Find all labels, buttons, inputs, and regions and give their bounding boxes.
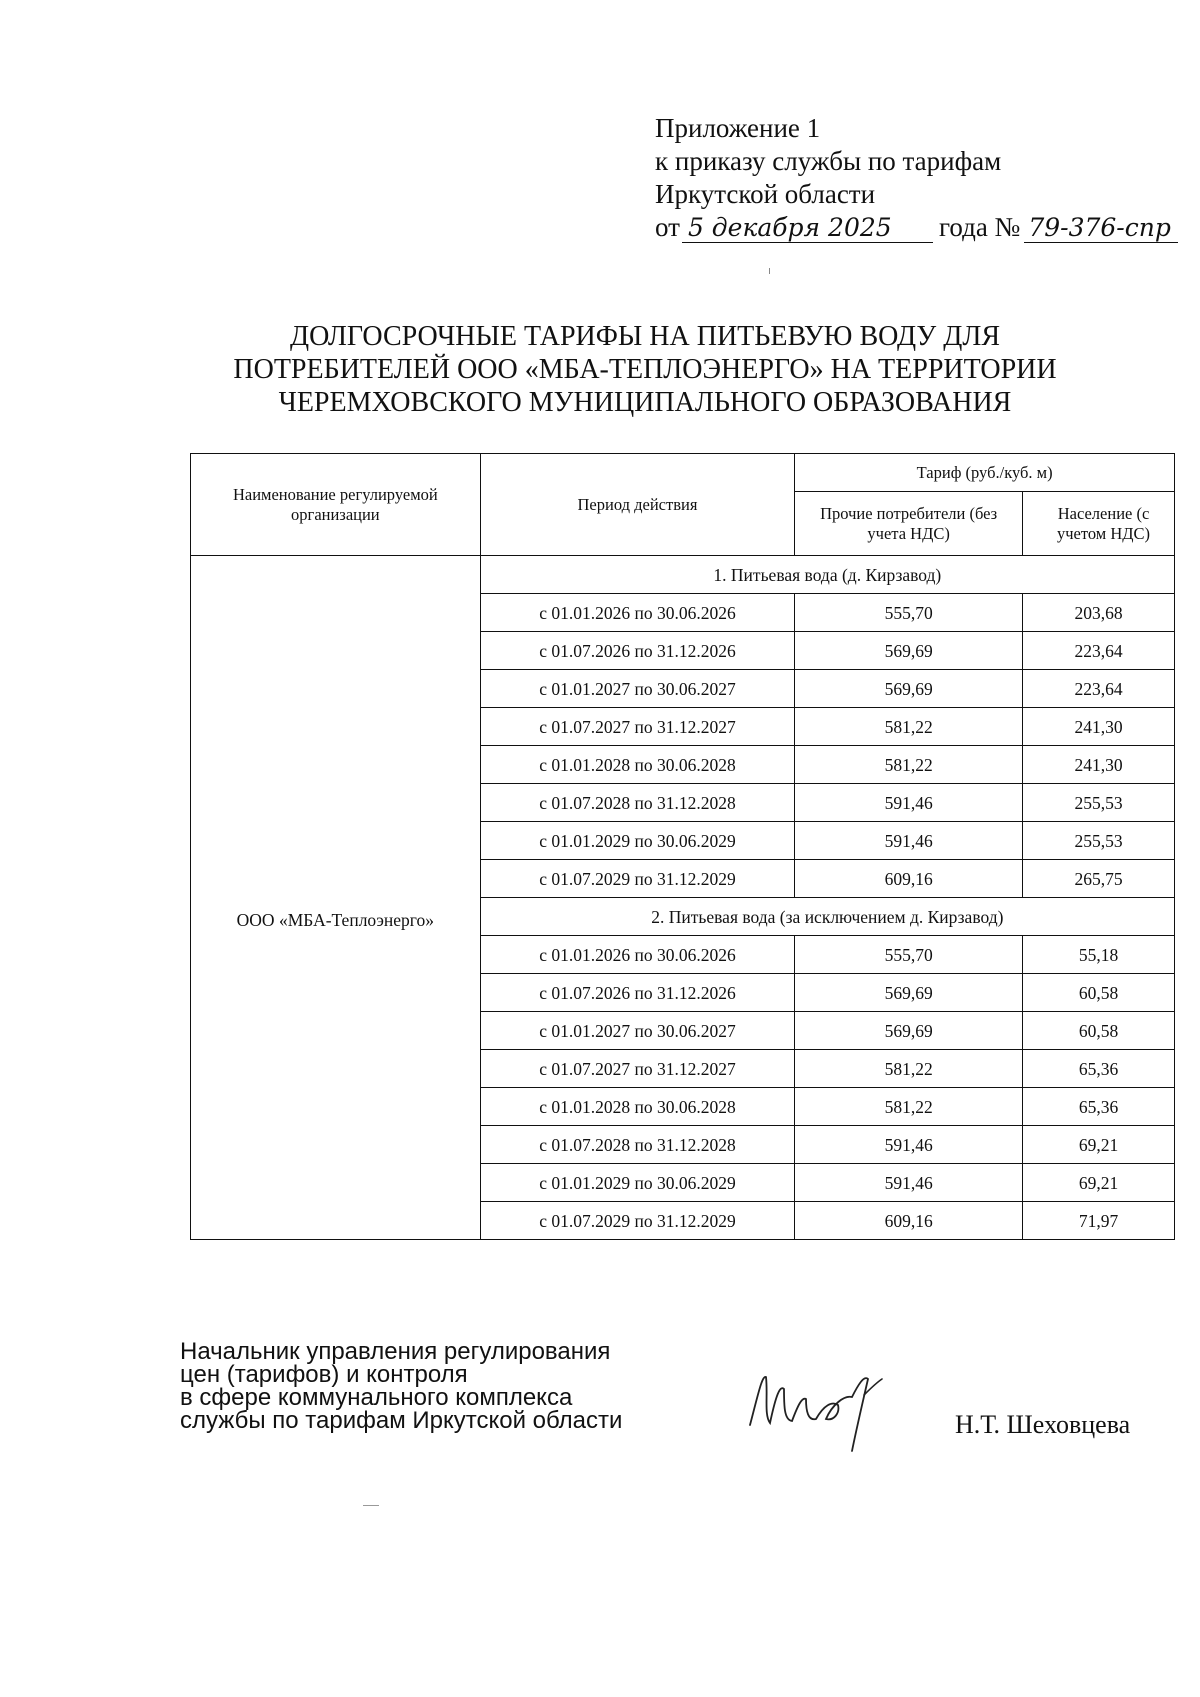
period-cell: с 01.01.2027 по 30.06.2027 (480, 670, 795, 708)
other-consumers-tariff-cell: 591,46 (795, 784, 1023, 822)
population-tariff-cell: 255,53 (1023, 822, 1175, 860)
period-cell: с 01.01.2027 по 30.06.2027 (480, 1012, 795, 1050)
period-cell: с 01.07.2029 по 31.12.2029 (480, 860, 795, 898)
header-period: Период действия (480, 454, 795, 556)
appendix-block (655, 112, 1178, 244)
period-cell: с 01.01.2028 по 30.06.2028 (480, 746, 795, 784)
other-consumers-tariff-cell: 591,46 (795, 822, 1023, 860)
footer-line-1: Начальник управления регулирования (180, 1338, 611, 1365)
appendix-order-line (655, 211, 1178, 244)
footer-line-2: цен (тарифов) и контроля (180, 1361, 468, 1388)
period-cell: с 01.07.2029 по 31.12.2029 (480, 1202, 795, 1240)
other-consumers-tariff-cell: 609,16 (795, 860, 1023, 898)
population-tariff-cell: 203,68 (1023, 594, 1175, 632)
footer-line-3: в сфере коммунального комплекса (180, 1384, 573, 1411)
period-cell: с 01.07.2028 по 31.12.2028 (480, 1126, 795, 1164)
other-consumers-tariff-cell: 581,22 (795, 746, 1023, 784)
organization-name: ООО «МБА-Теплоэнерго» (191, 556, 481, 1240)
signature-block (180, 1340, 622, 1432)
appendix-line-1: Приложение 1 (655, 113, 821, 143)
title-line-1: ДОЛГОСРОЧНЫЕ ТАРИФЫ НА ПИТЬЕВУЮ ВОДУ ДЛЯ (290, 321, 1000, 352)
handwritten-order-number: 79-376-спр (1024, 214, 1178, 243)
title-line-3: ЧЕРЕМХОВСКОГО МУНИЦИПАЛЬНОГО ОБРАЗОВАНИЯ (278, 387, 1012, 418)
scan-mark (769, 268, 770, 274)
scan-mark (363, 1505, 379, 1506)
period-cell: с 01.07.2028 по 31.12.2028 (480, 784, 795, 822)
other-consumers-tariff-cell: 569,69 (795, 1012, 1023, 1050)
appendix-line-3: Иркутской области (655, 179, 876, 209)
header-tariff: Тариф (руб./куб. м) (795, 454, 1175, 492)
other-consumers-tariff-cell: 569,69 (795, 670, 1023, 708)
other-consumers-tariff-cell: 591,46 (795, 1126, 1023, 1164)
tariff-table (190, 453, 1175, 1240)
period-cell: с 01.01.2028 по 30.06.2028 (480, 1088, 795, 1126)
header-row-1 (191, 454, 1175, 492)
population-tariff-cell: 241,30 (1023, 746, 1175, 784)
period-cell: с 01.07.2027 по 31.12.2027 (480, 1050, 795, 1088)
period-cell: с 01.01.2029 по 30.06.2029 (480, 1164, 795, 1202)
population-tariff-cell: 55,18 (1023, 936, 1175, 974)
population-tariff-cell: 60,58 (1023, 974, 1175, 1012)
other-consumers-tariff-cell: 555,70 (795, 936, 1023, 974)
other-consumers-tariff-cell: 555,70 (795, 594, 1023, 632)
document-title (180, 320, 1110, 419)
section-title: 1. Питьевая вода (д. Кирзавод) (480, 556, 1174, 594)
population-tariff-cell: 223,64 (1023, 670, 1175, 708)
header-other-consumers: Прочие потребители (без учета НДС) (795, 492, 1023, 556)
handwritten-signature (740, 1365, 940, 1455)
period-cell: с 01.01.2026 по 30.06.2026 (480, 594, 795, 632)
handwritten-date: 5 декабря 2025 (682, 214, 933, 243)
population-tariff-cell: 65,36 (1023, 1088, 1175, 1126)
header-population: Население (с учетом НДС) (1023, 492, 1175, 556)
period-cell: с 01.01.2026 по 30.06.2026 (480, 936, 795, 974)
other-consumers-tariff-cell: 569,69 (795, 632, 1023, 670)
section-title: 2. Питьевая вода (за исключением д. Кирзавод) (480, 898, 1174, 936)
population-tariff-cell: 265,75 (1023, 860, 1175, 898)
section-row (191, 556, 1175, 594)
other-consumers-tariff-cell: 569,69 (795, 974, 1023, 1012)
other-consumers-tariff-cell: 581,22 (795, 708, 1023, 746)
signer-name: Н.Т. Шеховцева (955, 1410, 1131, 1439)
header-organization: Наименование регулируемой организации (191, 454, 481, 556)
period-cell: с 01.07.2027 по 31.12.2027 (480, 708, 795, 746)
footer-line-4: службы по тарифам Иркутской области (180, 1407, 623, 1434)
population-tariff-cell: 255,53 (1023, 784, 1175, 822)
population-tariff-cell: 60,58 (1023, 1012, 1175, 1050)
other-consumers-tariff-cell: 581,22 (795, 1088, 1023, 1126)
population-tariff-cell: 69,21 (1023, 1164, 1175, 1202)
from-label: от (655, 212, 680, 242)
population-tariff-cell: 71,97 (1023, 1202, 1175, 1240)
other-consumers-tariff-cell: 581,22 (795, 1050, 1023, 1088)
population-tariff-cell: 65,36 (1023, 1050, 1175, 1088)
other-consumers-tariff-cell: 609,16 (795, 1202, 1023, 1240)
year-number-label: года № (938, 212, 1021, 242)
title-line-2: ПОТРЕБИТЕЛЕЙ ООО «МБА-ТЕПЛОЭНЕРГО» НА ТЕРРИТОРИИ (233, 354, 1057, 385)
other-consumers-tariff-cell: 591,46 (795, 1164, 1023, 1202)
period-cell: с 01.01.2029 по 30.06.2029 (480, 822, 795, 860)
population-tariff-cell: 69,21 (1023, 1126, 1175, 1164)
period-cell: с 01.07.2026 по 31.12.2026 (480, 632, 795, 670)
population-tariff-cell: 241,30 (1023, 708, 1175, 746)
population-tariff-cell: 223,64 (1023, 632, 1175, 670)
appendix-line-2: к приказу службы по тарифам (655, 146, 1002, 176)
period-cell: с 01.07.2026 по 31.12.2026 (480, 974, 795, 1012)
